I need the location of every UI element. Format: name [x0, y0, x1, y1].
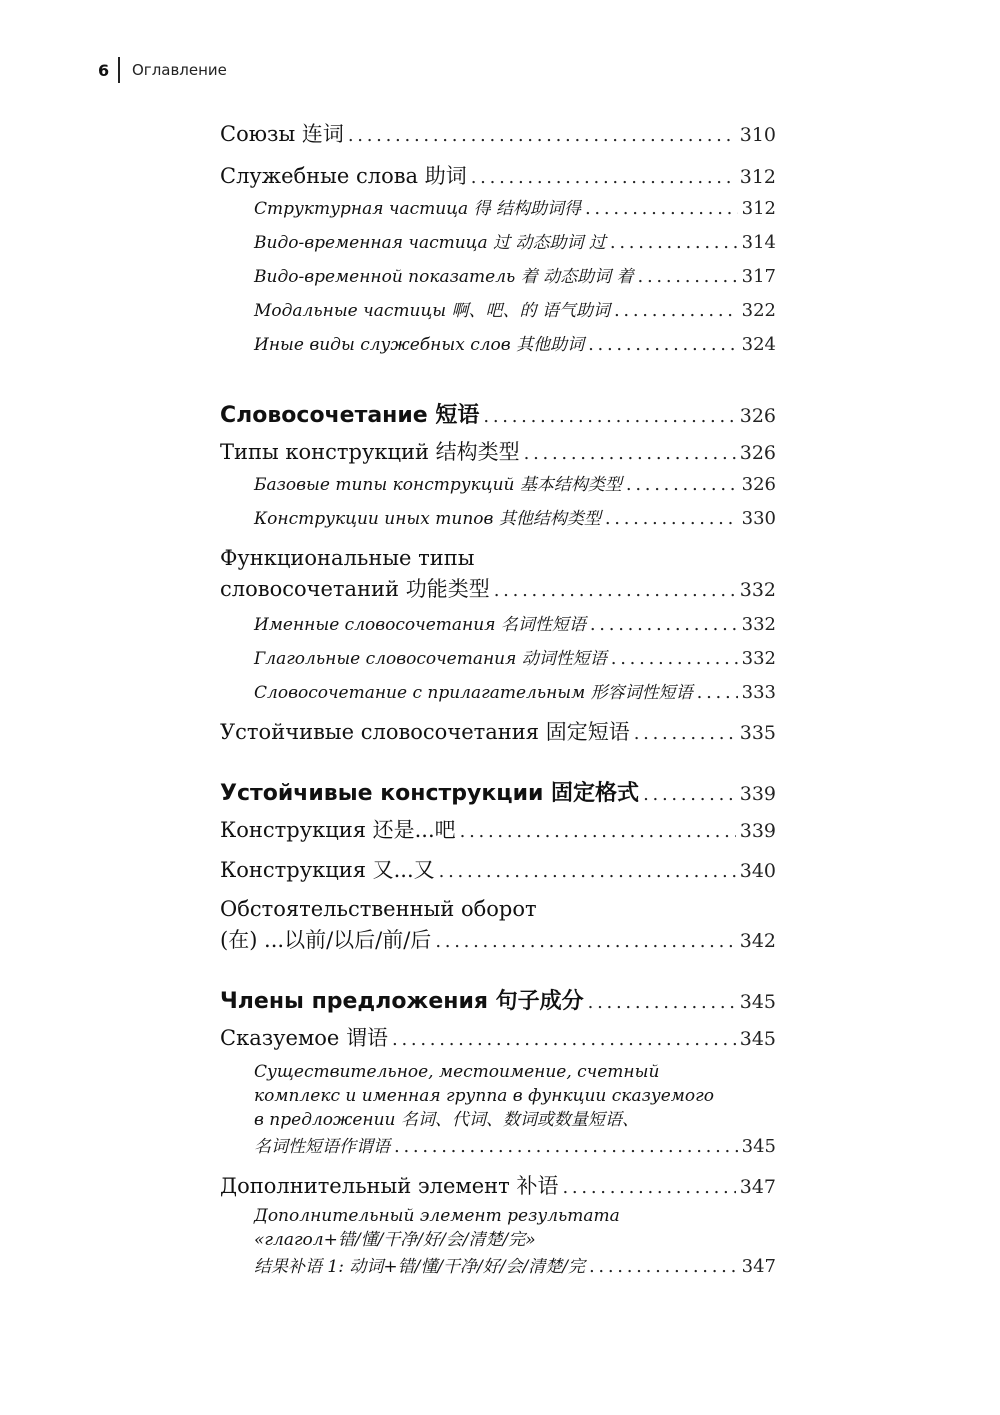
dot-leader [634, 723, 736, 744]
toc-entry-title: Устойчивые конструкции 固定格式 [220, 781, 640, 806]
dot-leader [392, 1029, 736, 1050]
dot-leader [439, 861, 736, 882]
toc-entry-text-line: Существительное, местоимение, счетный [254, 1062, 660, 1082]
toc-subsection[interactable] [220, 504, 776, 529]
dot-leader [614, 300, 738, 321]
dot-leader [483, 406, 735, 427]
toc-page-number: 345 [739, 991, 776, 1013]
toc-page-number: 314 [741, 232, 776, 253]
toc-page-number: 324 [741, 334, 776, 355]
toc-entry-title: Союзы 连词 [220, 122, 344, 146]
toc-section[interactable] [220, 1022, 776, 1052]
dot-leader [697, 682, 738, 703]
toc-entry-title: Конструкция 又...又 [220, 858, 435, 882]
toc-page-number: 326 [739, 405, 776, 427]
dot-leader [435, 931, 735, 952]
toc-page-number: 332 [739, 579, 776, 601]
toc-page-number: 330 [741, 508, 776, 529]
toc-section[interactable] [220, 436, 776, 466]
dot-leader [610, 232, 738, 253]
toc-subsection[interactable] [220, 262, 776, 287]
dot-leader [471, 167, 736, 188]
toc-entry-text-line: комплекс и именная группа в функции сказуемого [254, 1086, 714, 1106]
toc-page-number: 310 [739, 124, 776, 146]
toc-page-number: 342 [739, 930, 776, 952]
toc-page-number: 312 [739, 166, 776, 188]
toc-entry-title: Конструкция 还是...吧 [220, 818, 456, 842]
toc-page-number: 345 [739, 1028, 776, 1050]
dot-leader [394, 1136, 738, 1157]
toc-page-number: 322 [741, 300, 776, 321]
toc-page-number: 339 [739, 783, 776, 805]
toc-entry-title: Видо-временной показатель 着 动态助词 着 [254, 267, 634, 287]
toc-subsection[interactable] [220, 470, 776, 495]
dot-leader [588, 334, 738, 355]
toc-page-number: 347 [739, 1176, 776, 1198]
toc-section[interactable] [220, 160, 776, 190]
toc-entry-title: словосочетаний 功能类型 [220, 577, 490, 601]
toc-entry-title: Модальные частицы 啊、吧、的 语气助词 [254, 301, 610, 321]
toc-entry-title: Видо-временная частица 过 动态助词 过 [254, 233, 606, 253]
toc-entry-title: Сказуемое 谓语 [220, 1026, 389, 1050]
toc-subsection[interactable] [220, 610, 776, 635]
dot-leader [348, 125, 736, 146]
dot-leader [562, 1177, 735, 1198]
toc-page-number: 333 [741, 682, 776, 703]
dot-leader [626, 474, 738, 495]
dot-leader [524, 443, 736, 464]
toc-entry-text-line: в предложении 名词、代词、数词或数量短语、 [254, 1110, 639, 1130]
toc-entry-text-line: Обстоятельственный оборот [220, 897, 537, 921]
toc-entry-title: Устойчивые словосочетания 固定短语 [220, 720, 630, 744]
dot-leader [590, 614, 738, 635]
toc-entry-title: Словосочетание 短语 [220, 403, 480, 428]
toc-subsection[interactable] [220, 296, 776, 321]
toc-page-number: 335 [739, 722, 776, 744]
toc-subsection[interactable] [220, 644, 776, 669]
toc-entry-title: Служебные слова 助词 [220, 164, 467, 188]
dot-leader [611, 648, 738, 669]
toc-subsection[interactable] [220, 228, 776, 253]
toc-entry-title: Базовые типы конструкций 基本结构类型 [254, 475, 622, 495]
toc-entry-title: Именные словосочетания 名词性短语 [254, 615, 586, 635]
dot-leader [638, 266, 738, 287]
toc-page-number: 312 [741, 198, 776, 219]
dot-leader [585, 198, 738, 219]
toc-page-number: 317 [741, 266, 776, 287]
toc-entry-title: 名词性短语作谓语 [254, 1137, 390, 1157]
dot-leader [460, 821, 736, 842]
page-number: 6 [98, 60, 110, 80]
toc-entry-title: Типы конструкций 结构类型 [220, 440, 520, 464]
toc-page-number: 347 [741, 1256, 776, 1277]
toc-entry-text-line: «глагол+错/懂/干净/好/会/清楚/完» [254, 1230, 536, 1250]
toc-entry-title: Конструкции иных типов 其他结构类型 [254, 509, 601, 529]
toc-entry-title: (在) ...以前/以后/前/后 [220, 928, 432, 952]
dot-leader [643, 784, 736, 805]
toc-entry-title: Иные виды служебных слов 其他助词 [254, 335, 585, 355]
toc-chapter[interactable] [220, 984, 776, 1015]
toc-chapter[interactable] [220, 398, 776, 429]
toc-entry-title: Структурная частица 得 结构助词得 [254, 199, 581, 219]
header-divider [118, 57, 120, 83]
toc-subsection[interactable] [220, 194, 776, 219]
toc-subsection[interactable] [220, 1204, 776, 1277]
toc-section[interactable] [220, 1170, 776, 1200]
toc-page-number: 332 [741, 648, 776, 669]
section-title: Оглавление [132, 61, 227, 79]
toc-entry-title: Дополнительный элемент 补语 [220, 1174, 559, 1198]
toc-subsection[interactable] [220, 330, 776, 355]
toc-page-number: 326 [741, 474, 776, 495]
running-header [98, 58, 227, 82]
toc-page-number: 345 [741, 1136, 776, 1157]
toc-section[interactable] [220, 814, 776, 844]
dot-leader [605, 508, 738, 529]
toc-section[interactable] [220, 543, 776, 603]
toc-entry-title: 结果补语 1: 动词+错/懂/干净/好/会/清楚/完 [254, 1257, 585, 1277]
toc-entry-text-line: Дополнительный элемент результата [254, 1206, 620, 1226]
toc-section[interactable] [220, 716, 776, 746]
dot-leader [589, 1256, 738, 1277]
toc-entry-title: Глагольные словосочетания 动词性短语 [254, 649, 607, 669]
toc-section[interactable] [220, 894, 776, 954]
toc-section[interactable] [220, 118, 776, 148]
toc-section[interactable] [220, 854, 776, 884]
toc-chapter[interactable] [220, 776, 776, 807]
toc-subsection[interactable] [220, 678, 776, 703]
toc-page-number: 332 [741, 614, 776, 635]
toc-page-number: 340 [739, 860, 776, 882]
toc-page-number: 326 [739, 442, 776, 464]
toc-entry-title: Словосочетание с прилагательным 形容词性短语 [254, 683, 693, 703]
toc-subsection[interactable] [220, 1060, 776, 1157]
toc-page-number: 339 [739, 820, 776, 842]
toc-entry-title: Члены предложения 句子成分 [220, 989, 584, 1014]
toc-entry-text-line: Функциональные типы [220, 546, 475, 570]
dot-leader [588, 992, 736, 1013]
dot-leader [494, 580, 736, 601]
